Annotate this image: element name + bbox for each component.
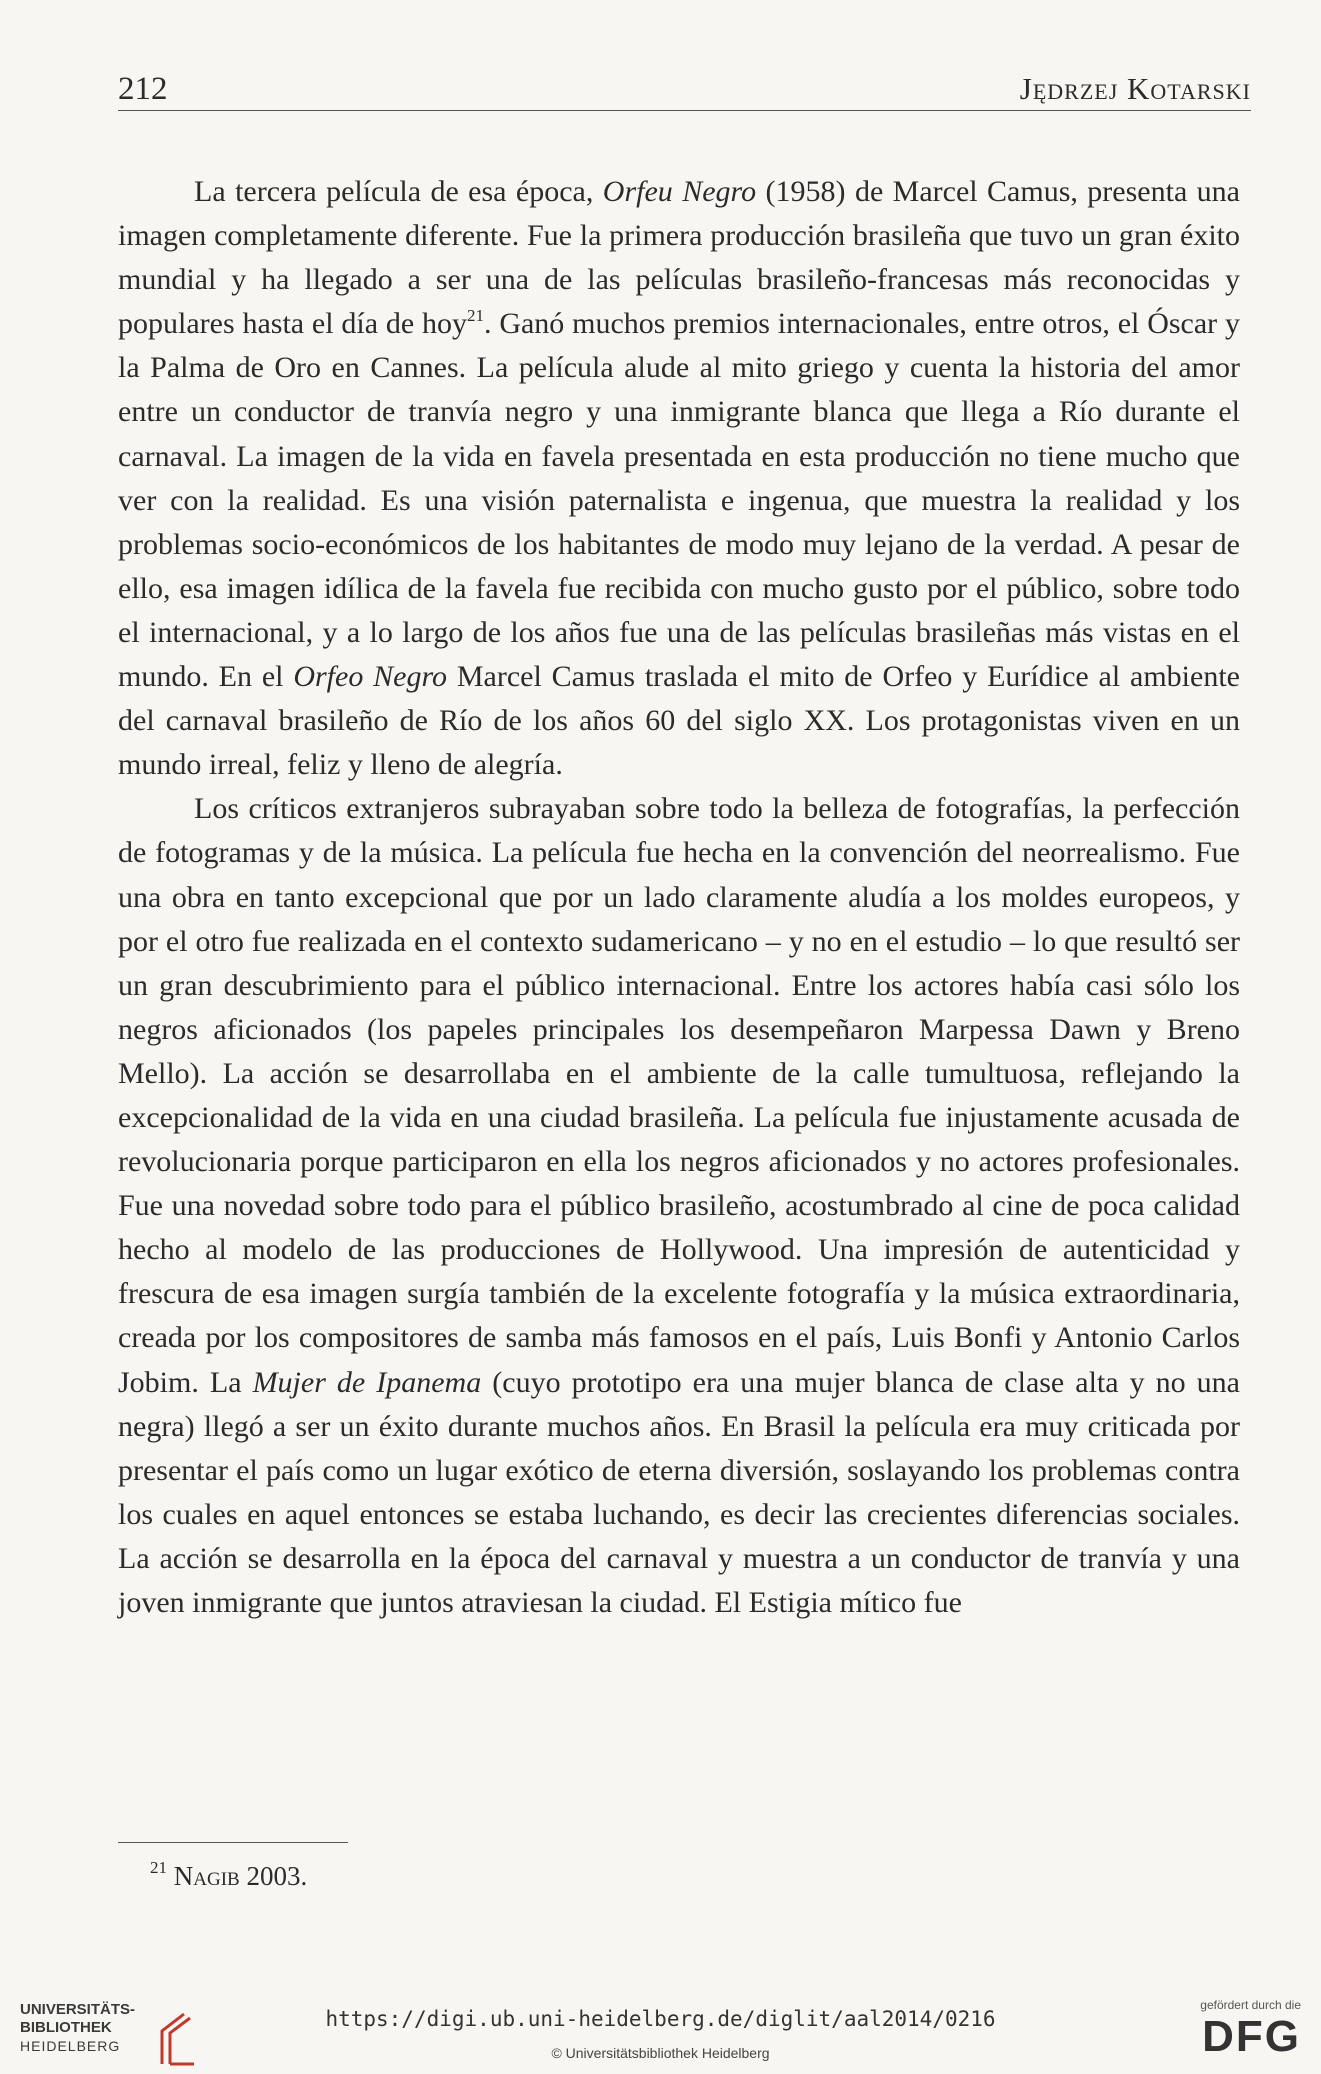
footnote-year: 2003. xyxy=(239,1861,308,1891)
p1-text-1: La tercera película de esa época, xyxy=(194,175,603,208)
footnote-rule xyxy=(118,1842,348,1843)
dfg-logo[interactable] xyxy=(1181,1997,1301,2061)
p1-film-title-orfeu-negro: Orfeu Negro xyxy=(602,175,757,208)
library-name-line-2: BIBLIOTHEK xyxy=(20,2019,112,2036)
page-header xyxy=(118,70,1251,111)
p1-text-2: (1958) de Marcel Camus, presenta una imagen completamente diferente. Fue la primera producción brasileña que tuvo un gran éxito mundial y ha llegado a ser una de las películas brasileño-francesas más reconocidas y populares hasta el día de hoy xyxy=(118,175,1240,341)
body-text xyxy=(118,170,1240,1625)
p2-text-1: Los críticos extranjeros subrayaban sobre todo la belleza de fotografías, la perfección de fotogramas y de la música. La película fue hecha en la convención del neorrealismo. Fue una obra en tanto excepcional que por un lado claramente aludía a los moldes europeos, y por el otro fue realizada en el contexto sudamericano – y no en el estudio – lo que resultó ser un gran descubrimiento para el público internacional. Entre los actores había casi sólo los negros aficionados (los papeles principales los desempeñaron Marpessa Dawn y Breno Mello). La acción se desarrollaba en el ambiente de la calle tumultuosa, reflejando la excepcionalidad de la vida en una ciudad brasileña. La película fue injustamente acusada de revolucionaria porque participaron en ella los negros aficionados y no actores profesionales. Fue una novedad sobre todo para el público brasileño, acostumbrado al cine de poca calidad hecho al modelo de las producciones de Hollywood. Una impresión de autenticidad y frescura de esa imagen surgía también de la excelente fotografía y la música extraordinaria, creada por los compositores de samba más famosos en el país, Luis Bonfi y Antonio Carlos Jobim. La xyxy=(118,792,1240,1399)
footnote-ref-21[interactable]: 21 xyxy=(467,306,484,326)
paragraph-2 xyxy=(118,787,1240,1625)
digitization-footer xyxy=(0,1975,1321,2074)
copyright-notice: © Universitätsbibliothek Heidelberg xyxy=(551,2045,770,2061)
p2-song-title-mujer-de-ipanema: Mujer de Ipanema xyxy=(252,1365,482,1399)
library-name-line-3: HEIDELBERG xyxy=(20,2038,121,2054)
running-head: Jędrzej Kotarski xyxy=(1019,71,1251,106)
p1-text-3: . Ganó muchos premios internacionales, entre otros, el Óscar y la Palma de Oro en Cannes. La película alude al mito griego y cuenta la historia del amor entre un conductor de tranvía negro y una inmigrante blanca que llega a Río durante el carnaval. La imagen de la vida en favela presentada en esta producción no tiene mucho que ver con la realidad. Es una visión paternalista e ingenua, que muestra la realidad y los problemas socio-económicos de los habitantes de modo muy lejano de la verdad. A pesar de ello, esa imagen idílica de la favela fue recibida con mucho gusto por el público, sobre todo el internacional, y a lo largo de los años fue una de las películas brasileñas más vistas en el mundo. En el xyxy=(118,307,1240,694)
dfg-wordmark: DFG xyxy=(1202,2012,1301,2061)
p1-text-4: Marcel Camus traslada el mito de Orfeo y Eurídice al ambiente del carnaval brasileño de Río de los años 60 del siglo XX. Los protagonistas viven en un mundo irreal, feliz y lleno de alegría. xyxy=(118,660,1240,782)
footnote-author: Nagib xyxy=(173,1861,240,1891)
dfg-caption: gefördert durch die xyxy=(1200,1998,1301,2012)
p1-film-title-orfeo-negro: Orfeo Negro xyxy=(293,660,448,694)
page-number: 212 xyxy=(118,71,168,107)
permalink-url[interactable]: https://digi.ub.uni-heidelberg.de/diglit/aal2014/0216 xyxy=(325,2007,996,2031)
p2-text-2: (cuyo prototipo era una mujer blanca de clase alta y no una negra) llegó a ser un éxito durante muchos años. En Brasil la película era muy criticada por presentar el país como un lugar exótico de eterna diversión, soslayando los problemas contra los cuales en aquel entonces se estaba luchando, es decir las crecientes diferencias sociales. La acción se desarrolla en la época del carnaval y muestra a un conductor de tranvía y una joven inmigrante que juntos atraviesan la ciudad. El Estigia mítico fue xyxy=(118,1365,1240,1619)
library-name-line-1: UNIVERSITÄTS- xyxy=(20,2001,136,2018)
footnote-number: 21 xyxy=(150,1858,167,1877)
paragraph-1 xyxy=(118,170,1240,787)
footnote-21 xyxy=(150,1858,307,1894)
